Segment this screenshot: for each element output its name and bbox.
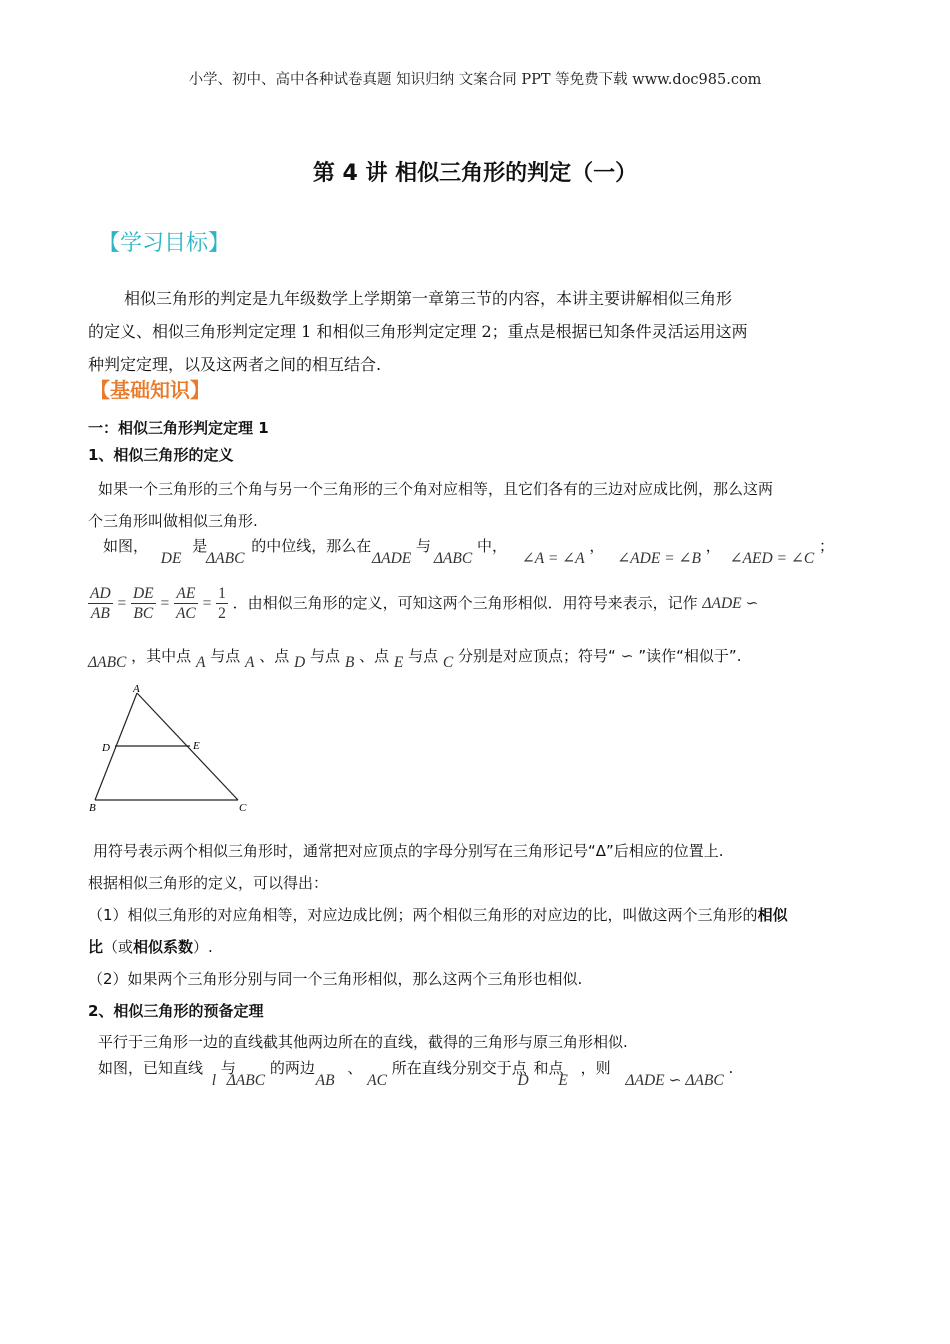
preliminary-line-1: 平行于三角形一边的直线截其他两边所在的直线，截得的三角形与原三角形相似. xyxy=(98,1033,628,1051)
math-triangle-ABC-3: ΔABC xyxy=(88,654,127,671)
section-basic-knowledge: 【基础知识】 xyxy=(90,378,210,402)
ratio-line: $\frac{AD}{AB}$ = $\frac{DE}{BC}$ = $\frac{AE}{AC}$ = $\frac{1}{2}$ ．由相似三角形的定义，可知这两个三角形相似．用符号来表示，记作 ΔADE ∽ xyxy=(90,585,759,622)
property-1-line-1: （1）相似三角形的对应角相等，对应边成比例；两个相似三角形的对应边的比，叫做这两个三角形的相似 xyxy=(88,906,788,924)
math-triangle-ABC-4: ΔABC xyxy=(226,1072,266,1089)
page-title: 第 4 讲 相似三角形的判定（一） xyxy=(312,161,638,186)
math-E: E xyxy=(558,1072,568,1089)
goal-line-1: 相似三角形的判定是九年级数学上学期第一章第三节的内容，本讲主要讲解相似三角形 xyxy=(124,289,733,308)
definition-line-1: 如果一个三角形的三个角与另一个三角形的三个角对应相等，且它们各有的三边对应成比例，那么这两 xyxy=(98,480,774,498)
vertex-correspondence-line: ΔABC ，其中点 A 与点 A 、点 D 与点 B 、点 E 与点 C 分别是对应顶点；符号“ ∽ ”读作“相似于”. xyxy=(88,647,742,671)
goal-line-2: 的定义、相似三角形判定定理 1 和相似三角形判定定理 2；重点是根据已知条件灵活运用这两 xyxy=(88,322,748,341)
property-1-line-2: 比（或相似系数）. xyxy=(88,938,213,956)
math-AB: AB xyxy=(315,1072,335,1089)
label-D: D xyxy=(102,742,110,754)
fraction-AD-AB: $\frac{AD}{AB}$ xyxy=(90,585,111,622)
math-result: ΔADE ∽ ΔABC xyxy=(625,1072,724,1089)
math-triangle-ABC-2: ΔABC xyxy=(433,550,473,567)
heading-preliminary-theorem: 2、相似三角形的预备定理 xyxy=(88,1002,264,1020)
math-DE: DE xyxy=(160,550,182,567)
note-line-2: 根据相似三角形的定义，可以得出： xyxy=(88,874,329,892)
section-learning-goals: 【学习目标】 xyxy=(98,231,231,256)
goal-line-3: 种判定定理，以及这两者之间的相互结合. xyxy=(88,355,382,374)
math-AC: AC xyxy=(367,1072,387,1089)
heading-theorem-1: 一：相似三角形判定定理 1 xyxy=(88,419,269,437)
math-triangle-ADE: ΔADE xyxy=(372,550,412,567)
math-triangle-ABC: ΔABC xyxy=(206,550,245,567)
fraction-AE-AC: $\frac{AE}{AC}$ xyxy=(175,585,196,622)
math-line-l: l xyxy=(211,1072,217,1089)
preliminary-line-2: 如图，已知直线 l 与 ΔABC 的两边 AB 、 AC 所在直线分别交于点 D 和点 E ，则 ΔADE ∽ ΔABC . xyxy=(98,1059,734,1089)
label-E: E xyxy=(193,740,200,752)
math-angle-AED: ∠AED = ∠C xyxy=(729,550,815,567)
similar-symbol: ∽ xyxy=(620,648,634,665)
fraction-one-half: $\frac{1}{2}$ xyxy=(218,585,226,622)
math-D: D xyxy=(517,1072,529,1089)
page-header: 小学、初中、高中各种试卷真题 知识归纳 文案合同 PPT 等免费下载 www.doc985.com xyxy=(188,72,762,88)
label-A: A xyxy=(133,683,140,695)
definition-line-2: 个三角形叫做相似三角形. xyxy=(88,512,258,530)
heading-definition: 1、相似三角形的定义 xyxy=(88,446,234,464)
triangle-figure xyxy=(80,680,260,820)
fraction-DE-BC: $\frac{DE}{BC}$ xyxy=(132,585,154,622)
math-angle-A: ∠A = ∠A xyxy=(521,550,585,567)
property-2: （2）如果两个三角形分别与同一个三角形相似，那么这两个三角形也相似. xyxy=(88,970,583,988)
math-angle-ADE: ∠ADE = ∠B xyxy=(617,550,701,567)
note-line-1: 用符号表示两个相似三角形时，通常把对应顶点的字母分别写在三角形记号“Δ”后相应的位置上. xyxy=(93,842,724,860)
example-line: 如图， DE 是 ΔABC 的中位线，那么在 ΔADE 与 ΔABC 中， ∠A = ∠A ， ∠ADE = ∠B ， ∠AED = ∠C ； xyxy=(103,537,835,567)
label-B: B xyxy=(89,802,96,814)
math-ADE-sim: ΔADE ∽ xyxy=(702,595,759,612)
label-C: C xyxy=(239,802,247,814)
